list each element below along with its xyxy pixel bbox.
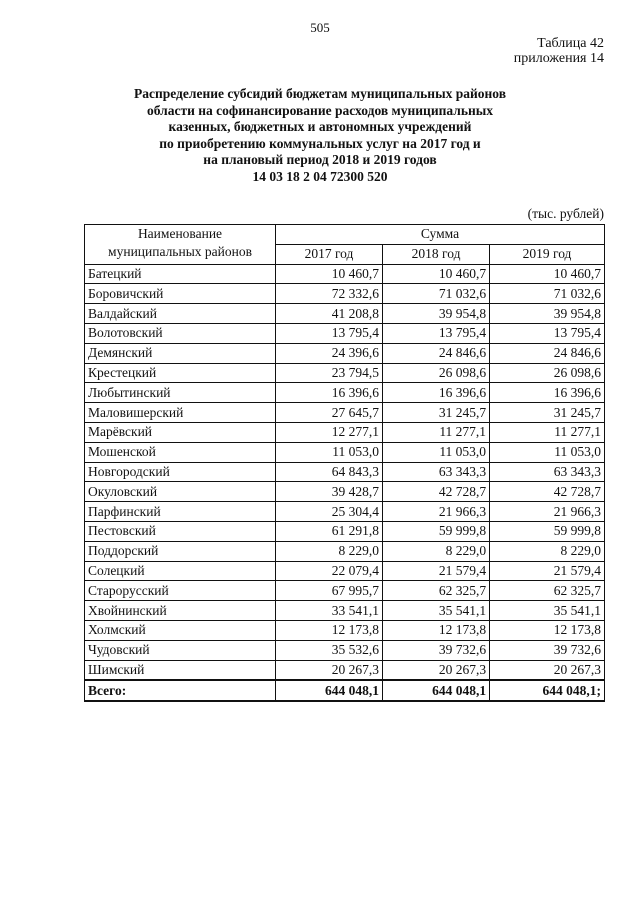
value-2017: 39 428,7 — [276, 482, 383, 502]
value-2019: 21 579,4 — [490, 561, 605, 581]
column-header-2019: 2019 год — [490, 244, 605, 264]
district-name: Мошенской — [85, 442, 276, 462]
table-row — [85, 541, 605, 561]
title-line: области на софинансирование расходов муниципальных — [146, 102, 494, 118]
value-2019: 21 966,3 — [490, 502, 605, 522]
value-2017: 13 795,4 — [276, 323, 383, 343]
page-number: 505 — [310, 20, 330, 35]
district-name: Поддорский — [85, 541, 276, 561]
column-header-sum: Сумма — [276, 225, 605, 245]
value-2018: 62 325,7 — [383, 581, 490, 601]
table-row — [85, 304, 605, 324]
value-2017: 23 794,5 — [276, 363, 383, 383]
table-row — [85, 502, 605, 522]
value-2017: 20 267,3 — [276, 660, 383, 680]
table-row — [85, 363, 605, 383]
value-2019: 8 229,0 — [490, 541, 605, 561]
column-header-2017: 2017 год — [276, 244, 383, 264]
value-2018: 39 954,8 — [383, 304, 490, 324]
table-row — [85, 620, 605, 640]
column-header-district: Наименование муниципальных районов — [85, 225, 276, 265]
table-row — [85, 383, 605, 403]
value-2017: 35 532,6 — [276, 640, 383, 660]
district-name: Окуловский — [85, 482, 276, 502]
value-2019: 12 173,8 — [490, 620, 605, 640]
value-2019: 63 343,3 — [490, 462, 605, 482]
value-2017: 64 843,3 — [276, 462, 383, 482]
district-name: Боровичский — [85, 284, 276, 304]
value-2017: 8 229,0 — [276, 541, 383, 561]
value-2019: 20 267,3 — [490, 660, 605, 680]
value-2017: 27 645,7 — [276, 403, 383, 423]
value-2017: 67 995,7 — [276, 581, 383, 601]
value-2018: 59 999,8 — [383, 521, 490, 541]
value-2018: 21 966,3 — [383, 502, 490, 522]
appendix-reference — [514, 36, 604, 66]
table-row — [85, 343, 605, 363]
table-body — [85, 264, 605, 701]
value-2019: 26 098,6 — [490, 363, 605, 383]
value-2018: 71 032,6 — [383, 284, 490, 304]
value-2018: 11 277,1 — [383, 422, 490, 442]
table-row — [85, 442, 605, 462]
value-2017: 22 079,4 — [276, 561, 383, 581]
value-2017: 25 304,4 — [276, 502, 383, 522]
district-name: Валдайский — [85, 304, 276, 324]
value-2017: 33 541,1 — [276, 601, 383, 621]
appendix-annex-number: приложения 14 — [513, 51, 604, 66]
value-2019: 31 245,7 — [490, 403, 605, 423]
value-2017: 16 396,6 — [276, 383, 383, 403]
value-2018: 31 245,7 — [383, 403, 490, 423]
title-line: Распределение субсидий бюджетам муниципальных районов — [133, 86, 507, 101]
value-2019: 16 396,6 — [490, 383, 605, 403]
table-row — [85, 521, 605, 541]
table-row — [85, 640, 605, 660]
table-row — [85, 561, 605, 581]
district-name: Шимский — [85, 660, 276, 680]
value-2019: 59 999,8 — [490, 521, 605, 541]
value-2018: 8 229,0 — [383, 541, 490, 561]
appendix-table-number: Таблица 42 — [537, 36, 604, 51]
column-header-2018: 2018 год — [383, 244, 490, 264]
value-2018: 42 728,7 — [383, 482, 490, 502]
value-2017: 12 277,1 — [276, 422, 383, 442]
table-row — [85, 482, 605, 502]
table-row — [85, 323, 605, 343]
value-2019: 39 954,8 — [490, 304, 605, 324]
document-title — [0, 86, 640, 185]
title-line: казенных, бюджетных и автономных учреждений — [168, 119, 472, 134]
table-row — [85, 601, 605, 621]
value-2017: 72 332,6 — [276, 284, 383, 304]
district-name: Марёвский — [85, 422, 276, 442]
table-row — [85, 422, 605, 442]
table-row — [85, 284, 605, 304]
value-2017: 41 208,8 — [276, 304, 383, 324]
table-row — [85, 581, 605, 601]
value-2019: 13 795,4 — [490, 323, 605, 343]
district-name: Парфинский — [85, 502, 276, 522]
district-name: Любытинский — [85, 383, 276, 403]
district-name: Батецкий — [85, 264, 276, 284]
district-name: Новгородский — [85, 462, 276, 482]
value-2019: 11 277,1 — [490, 422, 605, 442]
value-2018: 39 732,6 — [383, 640, 490, 660]
value-2019: 71 032,6 — [490, 284, 605, 304]
value-2019: 11 053,0 — [490, 442, 605, 462]
title-line: на плановый период 2018 и 2019 годов — [203, 152, 437, 167]
district-name: Холмский — [85, 620, 276, 640]
budget-classification-code: 14 03 18 2 04 72300 520 — [252, 168, 388, 184]
district-name: Маловишерский — [85, 403, 276, 423]
value-2018: 24 846,6 — [383, 343, 490, 363]
title-line: по приобретению коммунальных услуг на 2017 год и — [159, 135, 481, 151]
value-2019: 24 846,6 — [490, 343, 605, 363]
value-2018: 10 460,7 — [383, 264, 490, 284]
total-2018: 644 048,1 — [383, 680, 490, 701]
total-2019: 644 048,1; — [490, 680, 605, 701]
value-2019: 39 732,6 — [490, 640, 605, 660]
value-2017: 10 460,7 — [276, 264, 383, 284]
value-2018: 35 541,1 — [383, 601, 490, 621]
value-2017: 11 053,0 — [276, 442, 383, 462]
value-2017: 61 291,8 — [276, 521, 383, 541]
value-2018: 21 579,4 — [383, 561, 490, 581]
value-2018: 16 396,6 — [383, 383, 490, 403]
value-2018: 26 098,6 — [383, 363, 490, 383]
value-2018: 20 267,3 — [383, 660, 490, 680]
value-2017: 12 173,8 — [276, 620, 383, 640]
value-2017: 24 396,6 — [276, 343, 383, 363]
value-2018: 12 173,8 — [383, 620, 490, 640]
value-2019: 35 541,1 — [490, 601, 605, 621]
district-name: Волотовский — [85, 323, 276, 343]
total-row — [85, 680, 605, 701]
value-2018: 11 053,0 — [383, 442, 490, 462]
district-name: Пестовский — [85, 521, 276, 541]
value-2019: 62 325,7 — [490, 581, 605, 601]
district-name: Солецкий — [85, 561, 276, 581]
units-label: (тыс. рублей) — [527, 206, 604, 221]
table-row — [85, 462, 605, 482]
value-2019: 10 460,7 — [490, 264, 605, 284]
table-row — [85, 264, 605, 284]
total-label: Всего: — [85, 680, 276, 701]
district-name: Крестецкий — [85, 363, 276, 383]
subsidies-table — [84, 224, 605, 702]
district-name: Хвойнинский — [85, 601, 276, 621]
district-name: Демянский — [85, 343, 276, 363]
district-name: Старорусский — [85, 581, 276, 601]
total-2017: 644 048,1 — [276, 680, 383, 701]
table-row — [85, 660, 605, 680]
value-2018: 63 343,3 — [383, 462, 490, 482]
district-name: Чудовский — [85, 640, 276, 660]
value-2018: 13 795,4 — [383, 323, 490, 343]
table-row — [85, 403, 605, 423]
value-2019: 42 728,7 — [490, 482, 605, 502]
